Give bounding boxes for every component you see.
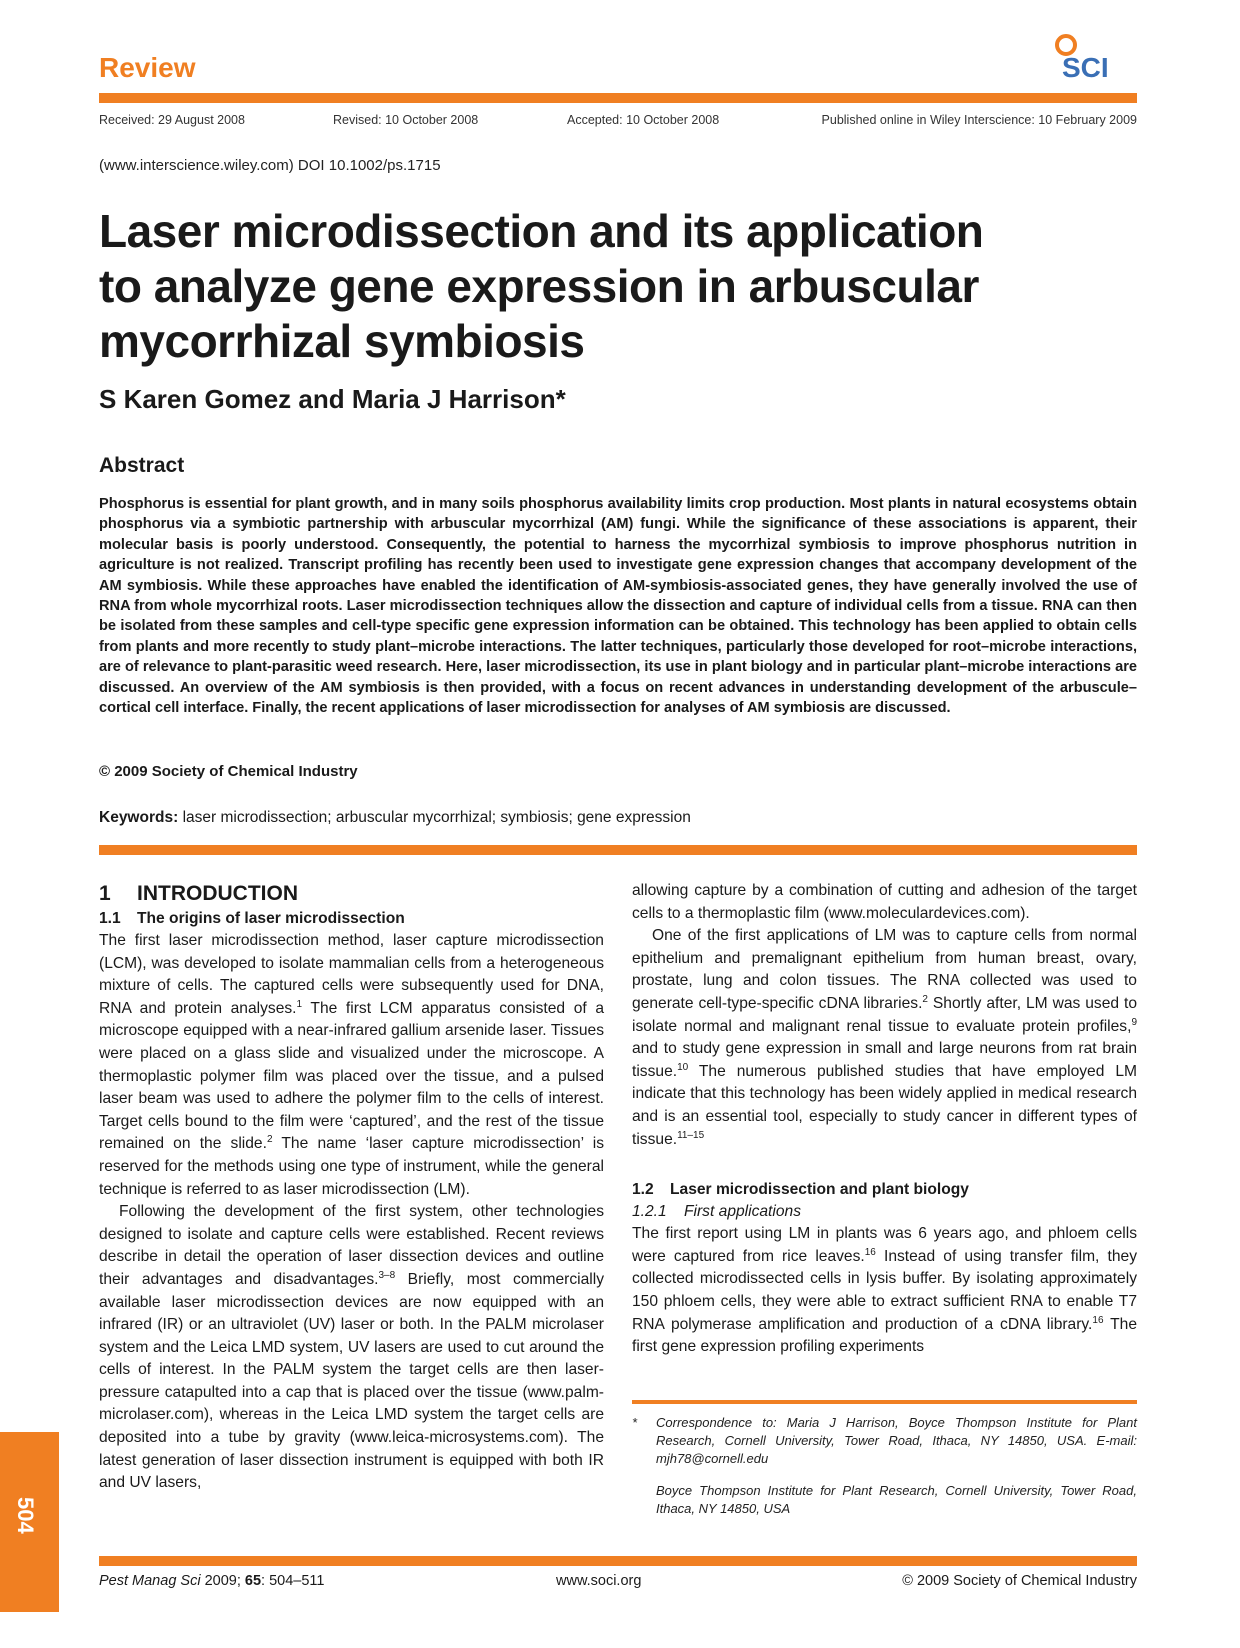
paragraph: The first laser microdissection method, laser capture microdissection (LCM), was developed to isolate mammalian cells from a heterogeneous mixture of cells. The captured cells were subsequently used for DNA, RNA and protein analyses.$^1$ The first LCM apparatus consisted of a microscope equipped with a near-infrared gallium arsenide laser. Tissues were placed on a glass slide and visualized under the microscope. A thermoplastic polymer film was placed over the tissue, and a pulsed laser beam was used to adhere the polymer film to the cells of interest. Target cells bound to the film were ‘captured’, and the rest of the tissue remained on the slide.$^2$ The name ‘laser capture microdissection’ is reserved for the methods using one type of instrument, while the general technique is referred to as laser microdissection (LM). [99, 932, 604, 1198]
paragraph: allowing capture by a combination of cutting and adhesion of the target cells to a thermoplastic film (www.moleculardevices.com). [632, 882, 1137, 922]
top-rule [99, 93, 1137, 103]
section-heading-introduction: 1 INTRODUCTION [99, 882, 298, 905]
reference-marker[interactable]: 2 [922, 993, 928, 1005]
paragraph: One of the first applications of LM was to capture cells from normal epithelium and premalignant epithelium from human breast, ovary, prostate, lung and colon tissues. The RNA collected was used to generate cell-type-specific cDNA libraries.$^2$ Shortly after, LM was used to isolate normal and malignant renal tissue to evaluate protein profiles,$^9$ and to study gene expression in small and large neurons from rat brain tissue.$^{10}$ The numerous published studies that have employed LM indicate that this technology has been widely applied in medical research and is an essential tool, especially to study cancer in different types of tissue.$^{11-15}$ [632, 927, 1137, 1148]
subsection-heading-plant-biology: 1.2 Laser microdissection and plant biology [632, 1181, 969, 1199]
doi-line[interactable]: (www.interscience.wiley.com) DOI 10.1002/ps.1715 [99, 157, 441, 174]
published-date: Published online in Wiley Interscience: 10 February 2009 [821, 113, 1137, 127]
page-number: 504 [13, 1497, 38, 1534]
reference-marker[interactable]: 16 [864, 1246, 876, 1258]
author-list: S Karen Gomez and Maria J Harrison* [99, 384, 566, 414]
revised-date: Revised: 10 October 2008 [333, 113, 479, 127]
paragraph: Following the development of the first system, other technologies designed to isolate and capture cells were established. Recent reviews describe in detail the operation of laser dissection devices and outline their advantages and disadvantages.$^{3-8}$ Briefly, most commercially available laser microdissection devices are now equipped with an infrared (IR) or an ultraviolet (UV) laser or both. In the PALM microlaser system and the Leica LMD system, UV lasers are used to cut around the cells of interest. In the PALM system the target cells are then laser-pressure catapulted into a cap that is placed over the tissue (www.palm-microlaser.com), whereas in the Leica LMD system the target cells are deposited into a tube by gravity (www.leica-microsystems.com). The latest generation of laser dissection instrument is equipped with both IR and UV lasers, [99, 1203, 604, 1492]
journal-website[interactable]: www.soci.org [556, 1573, 642, 1589]
footer-copyright: © 2009 Society of Chemical Industry [902, 1573, 1137, 1589]
abstract-text: Phosphorus is essential for plant growth, and in many soils phosphorus availability limits crop production. Most plants in natural ecosystems obtain phosphorus via a symbiotic partnership with arbuscular mycorrhizal (AM) fungi. While the significance of these associations is apparent, their molecular basis is poorly understood. Consequently, the potential to harness the mycorrhizal symbiosis to improve phosphorus nutrition in agriculture is not realized. Transcript profiling has recently been used to investigate gene expression changes that accompany development of the AM symbiosis. While these approaches have enabled the identification of AM-symbiosis-associated genes, they have generally involved the use of RNA from whole mycorrhizal roots. Laser microdissection techniques allow the dissection and capture of individual cells from a tissue. RNA can then be isolated from these samples and cell-type specific gene expression information can be obtained. This technology has been applied to obtain cells from plants and more recently to study plant–microbe interactions. The latter techniques, particularly those developed for root–microbe interactions, are of relevance to plant-parasitic weed research. Here, laser microdissection, its use in plant biology and in particular plant–microbe interactions are discussed. An overview of the AM symbiosis is then provided, with a focus on recent advances in understanding development of the arbuscule–cortical cell interface. Finally, the recent applications of laser microdissection for analyses of AM symbiosis are discussed. [99, 496, 1137, 717]
reference-marker[interactable]: 16 [1092, 1314, 1104, 1326]
body-column-left [99, 880, 604, 1495]
accepted-date: Accepted: 10 October 2008 [567, 113, 720, 127]
correspondence-note: Correspondence to: Maria J Harrison, Boyce Thompson Institute for Plant Research, Cornell University, Tower Road, Ithaca, NY 14850, USA. E-mail: mjh78@cornell.edu [656, 1415, 1137, 1466]
reference-marker[interactable]: 2 [266, 1134, 273, 1146]
subsection-heading-origins: 1.1 The origins of laser microdissection [99, 910, 405, 927]
journal-citation: Pest Manag Sci 2009; 65: 504–511 [99, 1573, 325, 1589]
footnote-rule [632, 1400, 1137, 1404]
reference-marker[interactable]: 9 [1131, 1016, 1137, 1028]
abstract-heading: Abstract [99, 454, 185, 477]
reference-marker[interactable]: 1 [296, 998, 303, 1010]
keywords-rule [99, 845, 1137, 855]
keywords-label: Keywords: [99, 809, 179, 826]
logo-text: SCI [1062, 52, 1109, 82]
bottom-rule [99, 1556, 1137, 1566]
received-date: Received: 29 August 2008 [99, 113, 245, 127]
sci-logo [1050, 30, 1135, 82]
paragraph: The first report using LM in plants was 6 years ago, and phloem cells were captured from rice leaves.$^{16}$ Instead of using transfer film, they collected microdissected cells in lysis buffer. By isolating approximately 150 phloem cells, they were able to extract sufficient RNA to enable T7 RNA polymerase amplification and production of a cDNA library.$^{16}$ The first gene expression profiling experiments [632, 1225, 1138, 1356]
keywords-line [99, 809, 691, 827]
reference-marker[interactable]: 11–15 [677, 1129, 705, 1141]
footnote [632, 1414, 1137, 1518]
section-label: Review [99, 52, 196, 83]
subsubsection-heading-first-applications: 1.2.1 First applications [632, 1203, 801, 1221]
affiliation-note: Boyce Thompson Institute for Plant Research, Cornell University, Tower Road, Ithaca, NY 14850, USA [656, 1483, 1137, 1516]
reference-marker[interactable]: 3–8 [378, 1269, 396, 1281]
article-title: Laser microdissection and its application to analyze gene expression in arbuscular mycorrhizal symbiosis [99, 205, 984, 367]
body-column-right [632, 880, 1137, 1359]
abstract-copyright: © 2009 Society of Chemical Industry [99, 763, 358, 780]
reference-marker[interactable]: 10 [677, 1061, 689, 1073]
footnote-star: * [632, 1415, 638, 1430]
keywords-list: laser microdissection; arbuscular mycorrhizal; symbiosis; gene expression [182, 809, 691, 826]
